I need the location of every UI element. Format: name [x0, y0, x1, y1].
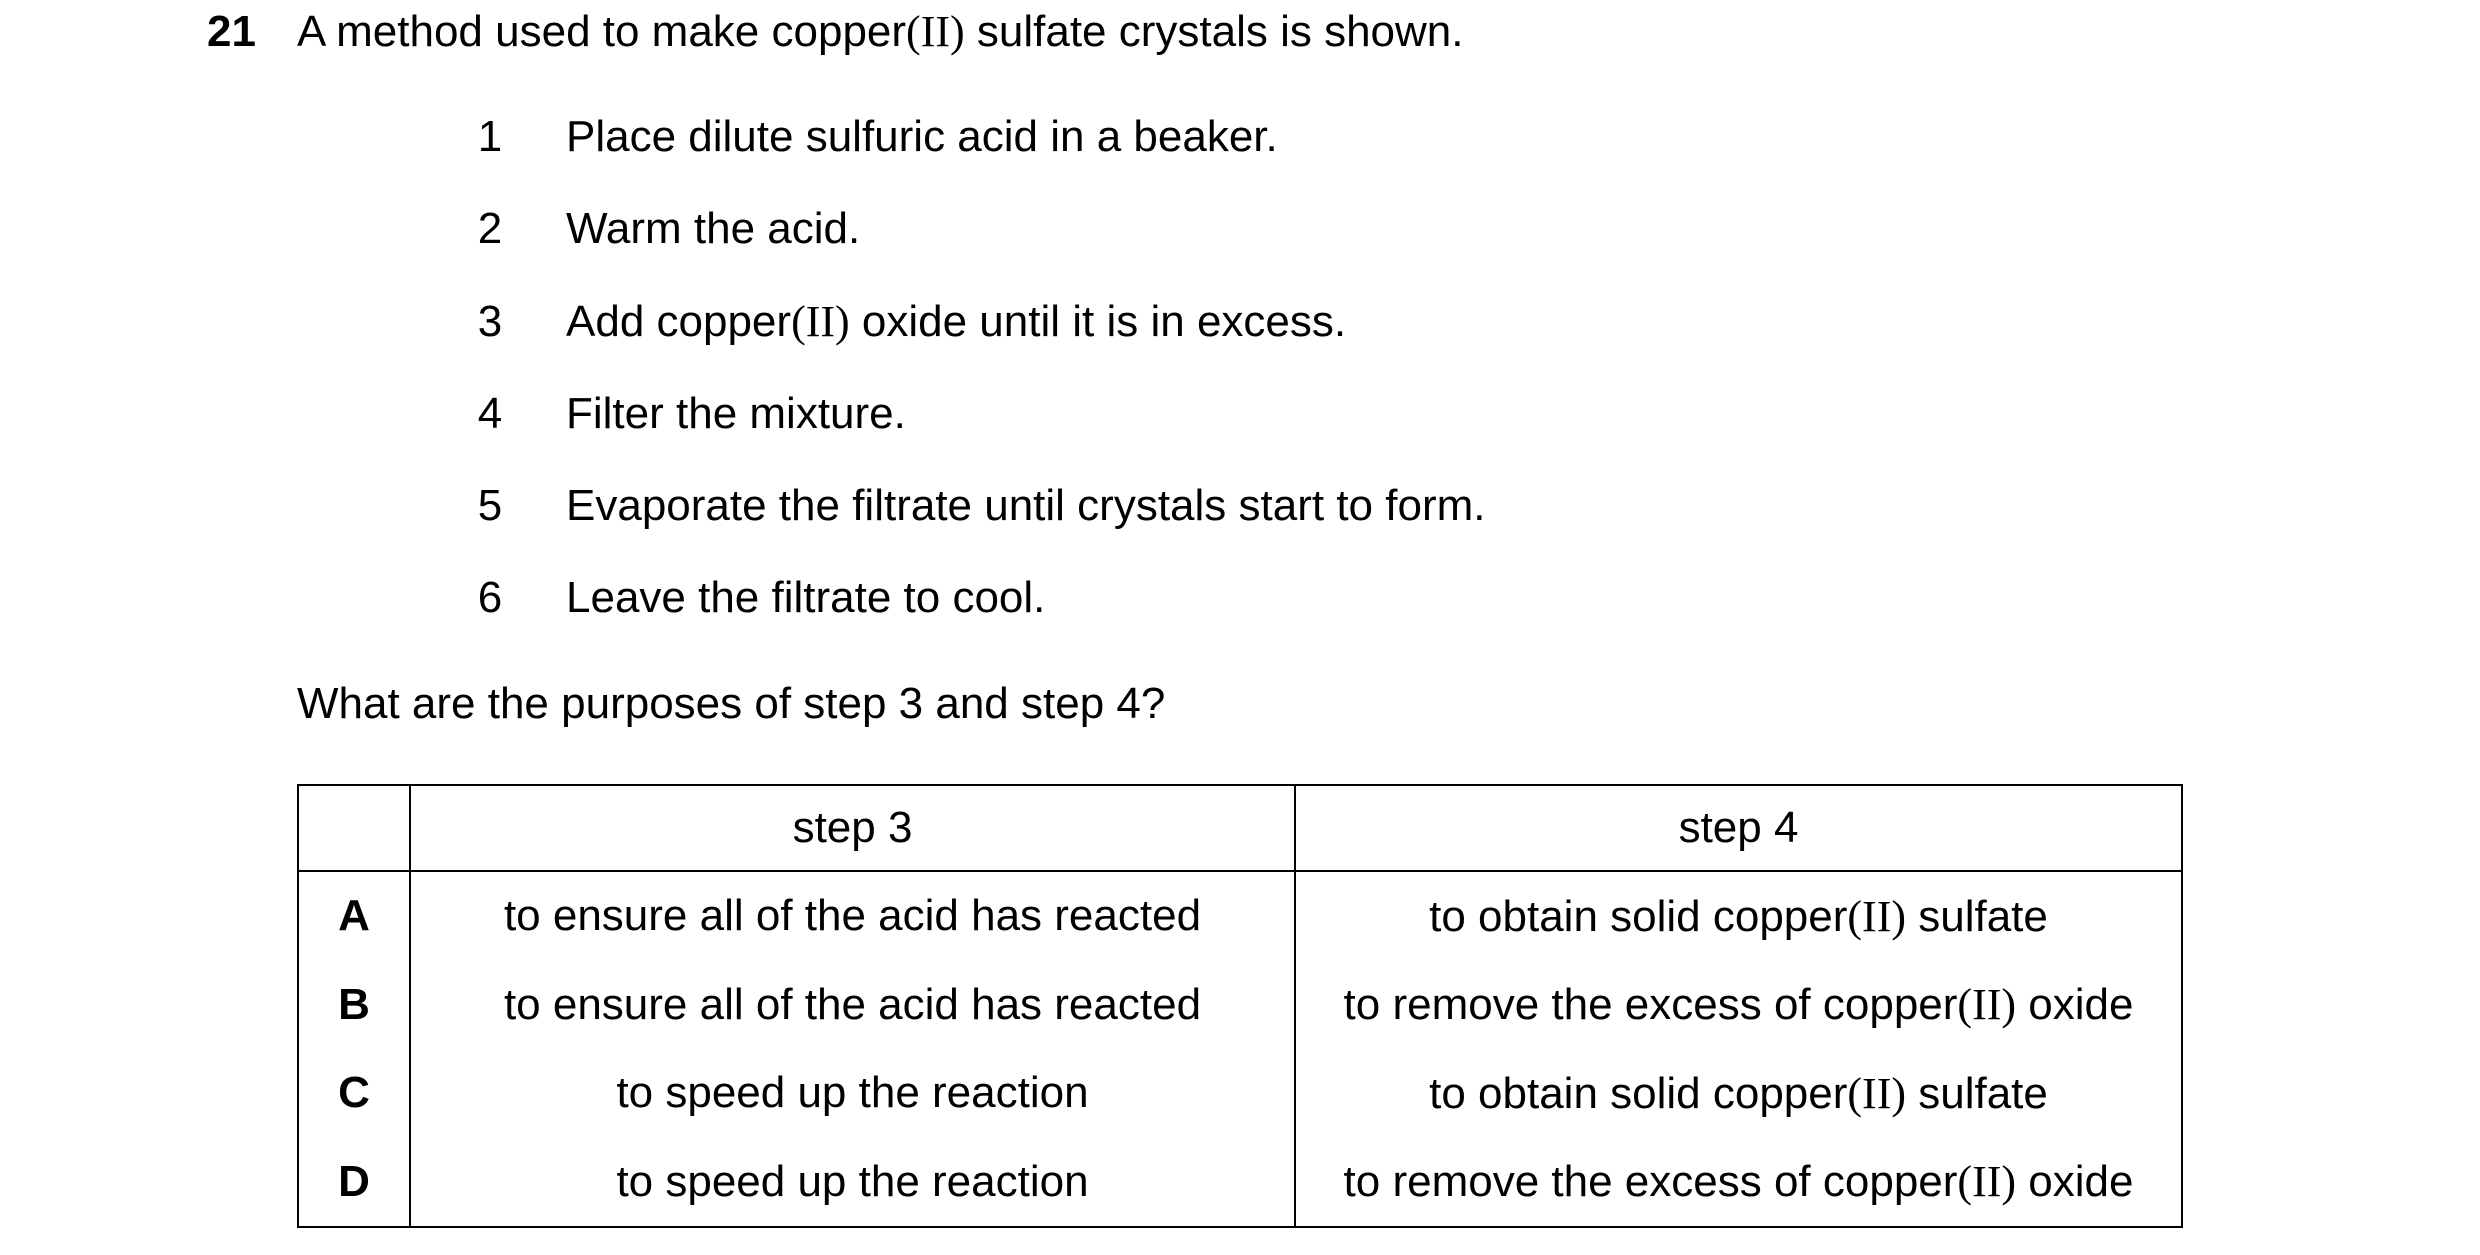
- option-step4: to obtain solid copper(II) sulfate: [1295, 1049, 2182, 1138]
- option-step3: to ensure all of the acid has reacted: [410, 871, 1295, 961]
- option-row-b[interactable]: [298, 961, 2182, 1050]
- option-step3: to speed up the reaction: [410, 1138, 1295, 1228]
- option-row-d[interactable]: [298, 1138, 2182, 1228]
- step-number: 4: [477, 389, 503, 438]
- step-text: Evaporate the filtrate until crystals start to form.: [566, 481, 1486, 530]
- option-step3: to speed up the reaction: [410, 1049, 1295, 1138]
- table-header-row: [298, 785, 2182, 871]
- step3-column-header: step 3: [410, 785, 1295, 871]
- question-stem: A method used to make copper(II) sulfate crystals is shown.: [297, 7, 1464, 56]
- letter-column-header: [298, 785, 410, 871]
- option-letter: B: [298, 961, 410, 1050]
- step-text: Place dilute sulfuric acid in a beaker.: [566, 112, 1278, 161]
- option-step3: to ensure all of the acid has reacted: [410, 961, 1295, 1050]
- option-step4: to obtain solid copper(II) sulfate: [1295, 871, 2182, 961]
- step-text: Add copper(II) oxide until it is in excess.: [566, 297, 1347, 346]
- step4-column-header: step 4: [1295, 785, 2182, 871]
- step-text: Filter the mixture.: [566, 389, 906, 438]
- step-number: 5: [477, 481, 503, 530]
- step-number: 1: [477, 112, 503, 161]
- option-step4: to remove the excess of copper(II) oxide: [1295, 1138, 2182, 1228]
- step-text: Warm the acid.: [566, 204, 861, 253]
- option-row-a[interactable]: [298, 871, 2182, 961]
- step-number: 2: [477, 204, 503, 253]
- option-letter: A: [298, 871, 410, 961]
- option-step4: to remove the excess of copper(II) oxide: [1295, 961, 2182, 1050]
- answer-options-table: [297, 784, 2183, 1228]
- step-number: 6: [477, 573, 503, 622]
- option-letter: D: [298, 1138, 410, 1228]
- step-text: Leave the filtrate to cool.: [566, 573, 1046, 622]
- option-row-c[interactable]: [298, 1049, 2182, 1138]
- option-letter: C: [298, 1049, 410, 1138]
- step-number: 3: [477, 297, 503, 346]
- question-prompt: What are the purposes of step 3 and step 4?: [297, 679, 1166, 728]
- question-number: 21: [207, 7, 256, 56]
